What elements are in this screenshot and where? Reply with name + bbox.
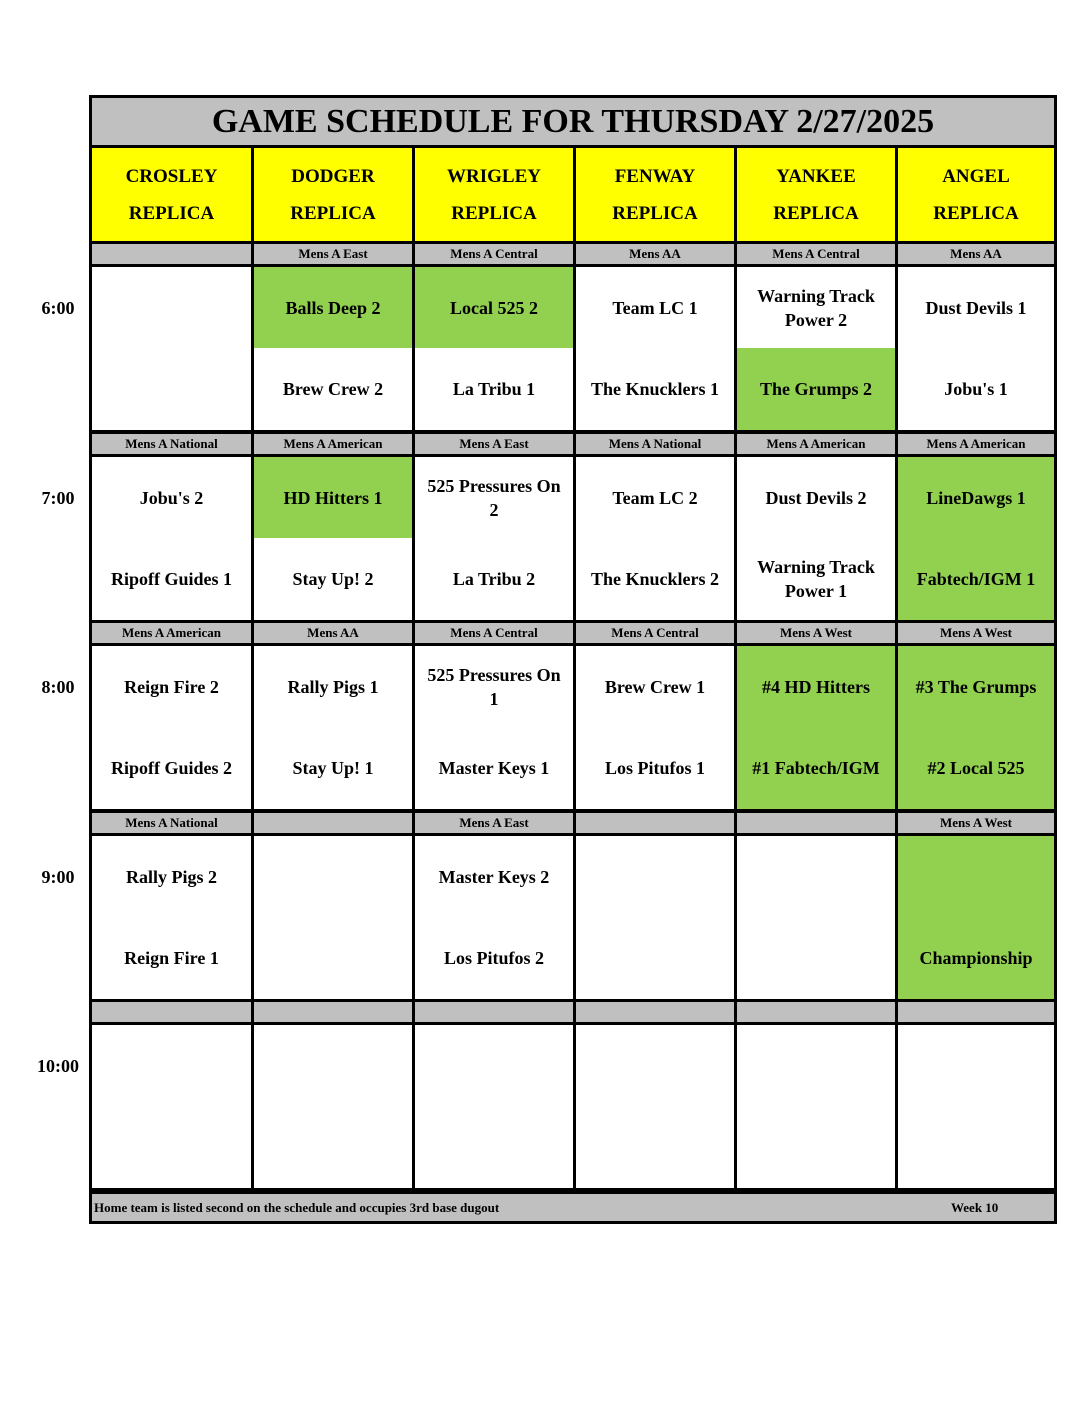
home-team: Stay Up! 2 bbox=[254, 538, 412, 620]
division-label: Mens A East bbox=[415, 813, 573, 833]
division-label: Mens A East bbox=[254, 244, 412, 264]
field-name: FENWAY bbox=[614, 165, 696, 187]
field-name: YANKEE bbox=[776, 165, 856, 187]
home-team: #1 Fabtech/IGM bbox=[737, 727, 895, 809]
field-name: WRIGLEY bbox=[447, 165, 541, 187]
away-team: Jobu's 2 bbox=[92, 457, 251, 538]
home-team: Los Pitufos 1 bbox=[576, 727, 734, 809]
away-team: Rally Pigs 1 bbox=[254, 646, 412, 727]
away-team: Dust Devils 2 bbox=[737, 457, 895, 538]
away-team: HD Hitters 1 bbox=[254, 457, 412, 538]
division-label bbox=[254, 813, 412, 833]
division-label bbox=[576, 813, 734, 833]
field-name: CROSLEY bbox=[125, 165, 218, 187]
away-team: Team LC 1 bbox=[576, 267, 734, 348]
field-header-wrigley bbox=[415, 148, 573, 241]
schedule-title: GAME SCHEDULE FOR THURSDAY 2/27/2025 bbox=[92, 98, 1054, 145]
field-subtitle: REPLICA bbox=[612, 202, 698, 224]
division-label: Mens A Central bbox=[415, 244, 573, 264]
division-label: Mens AA bbox=[254, 623, 412, 643]
home-team: Championship bbox=[898, 917, 1054, 999]
division-label: Mens A West bbox=[898, 623, 1054, 643]
away-team bbox=[254, 836, 412, 917]
away-team bbox=[737, 836, 895, 917]
division-label: Mens A Central bbox=[576, 623, 734, 643]
field-subtitle: REPLICA bbox=[933, 202, 1019, 224]
field-header-yankee bbox=[737, 148, 895, 241]
home-team: La Tribu 1 bbox=[415, 348, 573, 430]
field-subtitle: REPLICA bbox=[773, 202, 859, 224]
home-team: Warning Track Power 1 bbox=[737, 538, 895, 620]
home-team bbox=[254, 1106, 412, 1188]
home-team: Jobu's 1 bbox=[898, 348, 1054, 430]
time-label: 9:00 bbox=[41, 866, 75, 887]
home-team: Ripoff Guides 2 bbox=[92, 727, 251, 809]
home-team bbox=[92, 1106, 251, 1188]
division-label: Mens A American bbox=[92, 623, 251, 643]
away-team: Team LC 2 bbox=[576, 457, 734, 538]
field-subtitle: REPLICA bbox=[128, 202, 215, 224]
time-label: 6:00 bbox=[41, 297, 75, 318]
away-team: Local 525 2 bbox=[415, 267, 573, 348]
field-header-angel bbox=[898, 148, 1054, 241]
away-team bbox=[576, 1025, 734, 1106]
division-label bbox=[254, 1002, 412, 1022]
away-team bbox=[254, 1025, 412, 1106]
home-team: The Knucklers 2 bbox=[576, 538, 734, 620]
away-team: Brew Crew 1 bbox=[576, 646, 734, 727]
field-header-crosley bbox=[92, 148, 251, 241]
home-team: Ripoff Guides 1 bbox=[92, 538, 251, 620]
away-team: 525 Pressures On 2 bbox=[415, 457, 573, 538]
home-team bbox=[92, 348, 251, 430]
away-team: 525 Pressures On 1 bbox=[415, 646, 573, 727]
home-team: #2 Local 525 bbox=[898, 727, 1054, 809]
home-team bbox=[737, 917, 895, 999]
home-team: Reign Fire 1 bbox=[92, 917, 251, 999]
away-team bbox=[898, 1025, 1054, 1106]
away-team: Warning Track Power 2 bbox=[737, 267, 895, 348]
division-label bbox=[576, 1002, 734, 1022]
division-label: Mens AA bbox=[898, 244, 1054, 264]
division-label: Mens A East bbox=[415, 434, 573, 454]
division-label bbox=[92, 244, 251, 264]
away-team: #3 The Grumps bbox=[898, 646, 1054, 727]
field-name: DODGER bbox=[291, 165, 375, 187]
division-label bbox=[898, 1002, 1054, 1022]
division-label: Mens AA bbox=[576, 244, 734, 264]
home-team: Fabtech/IGM 1 bbox=[898, 538, 1054, 620]
away-team bbox=[415, 1025, 573, 1106]
home-team bbox=[415, 1106, 573, 1188]
away-team bbox=[576, 836, 734, 917]
away-team bbox=[92, 1025, 251, 1106]
time-label: 7:00 bbox=[41, 487, 75, 508]
division-label: Mens A National bbox=[92, 434, 251, 454]
home-team: La Tribu 2 bbox=[415, 538, 573, 620]
division-label: Mens A West bbox=[737, 623, 895, 643]
division-label: Mens A American bbox=[254, 434, 412, 454]
division-label: Mens A Central bbox=[415, 623, 573, 643]
field-header-fenway bbox=[576, 148, 734, 241]
division-label: Mens A American bbox=[898, 434, 1054, 454]
home-team: Master Keys 1 bbox=[415, 727, 573, 809]
away-team bbox=[92, 267, 251, 348]
home-team bbox=[898, 1106, 1054, 1188]
home-team: The Knucklers 1 bbox=[576, 348, 734, 430]
away-team: Rally Pigs 2 bbox=[92, 836, 251, 917]
home-team: Brew Crew 2 bbox=[254, 348, 412, 430]
home-team bbox=[737, 1106, 895, 1188]
field-subtitle: REPLICA bbox=[290, 202, 376, 224]
field-name: ANGEL bbox=[942, 165, 1010, 187]
away-team bbox=[898, 836, 1054, 917]
division-label: Mens A American bbox=[737, 434, 895, 454]
time-label: 8:00 bbox=[41, 676, 75, 697]
field-subtitle: REPLICA bbox=[451, 202, 537, 224]
away-team: LineDawgs 1 bbox=[898, 457, 1054, 538]
away-team bbox=[737, 1025, 895, 1106]
home-team: Los Pitufos 2 bbox=[415, 917, 573, 999]
away-team: #4 HD Hitters bbox=[737, 646, 895, 727]
division-label: Mens A West bbox=[898, 813, 1054, 833]
division-label: Mens A National bbox=[576, 434, 734, 454]
week-label: Week 10 bbox=[951, 1200, 999, 1215]
away-team: Master Keys 2 bbox=[415, 836, 573, 917]
division-label bbox=[415, 1002, 573, 1022]
away-team: Dust Devils 1 bbox=[898, 267, 1054, 348]
away-team: Reign Fire 2 bbox=[92, 646, 251, 727]
home-team-note: Home team is listed second on the schedule and occupies 3rd base dugout bbox=[94, 1200, 500, 1215]
schedule-table bbox=[89, 95, 1057, 1224]
footer-bar bbox=[92, 1194, 1054, 1221]
field-header-dodger bbox=[254, 148, 412, 241]
division-label bbox=[92, 1002, 251, 1022]
home-team bbox=[254, 917, 412, 999]
home-team: Stay Up! 1 bbox=[254, 727, 412, 809]
home-team bbox=[576, 917, 734, 999]
home-team bbox=[576, 1106, 734, 1188]
away-team: Balls Deep 2 bbox=[254, 267, 412, 348]
home-team: The Grumps 2 bbox=[737, 348, 895, 430]
division-label bbox=[737, 813, 895, 833]
division-label: Mens A Central bbox=[737, 244, 895, 264]
division-label: Mens A National bbox=[92, 813, 251, 833]
division-label bbox=[737, 1002, 895, 1022]
time-label: 10:00 bbox=[37, 1055, 79, 1076]
